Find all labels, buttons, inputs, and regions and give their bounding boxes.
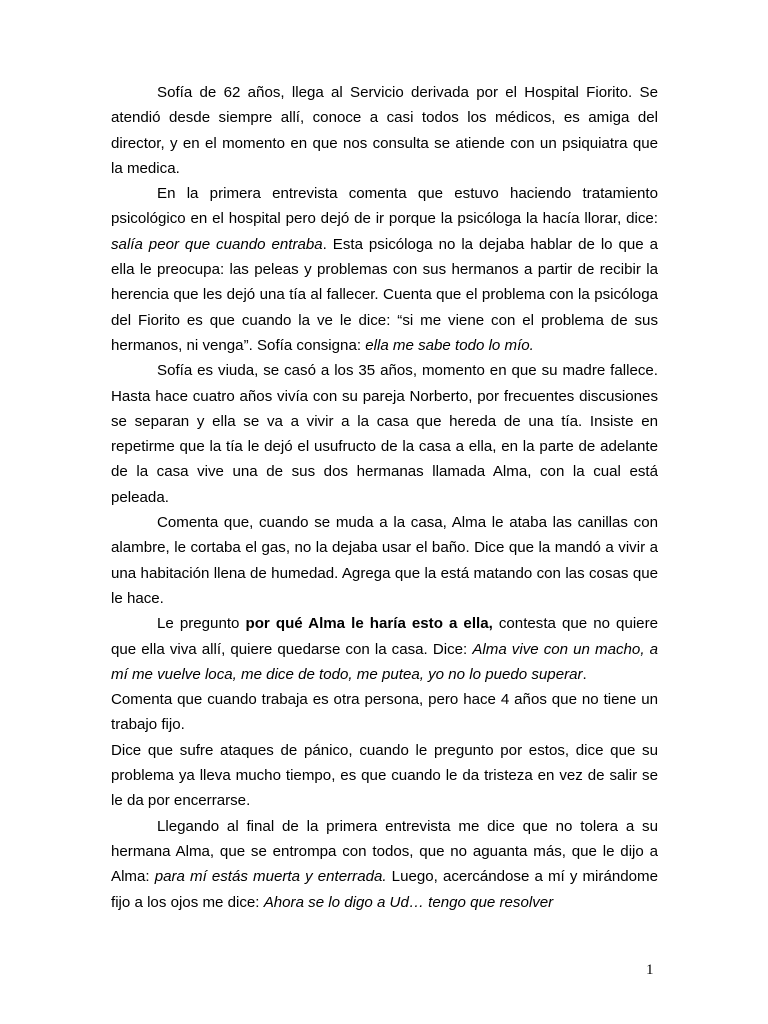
paragraph-text: En la primera entrevista comenta que estuvo haciendo tratamiento psicológico en el hospital pero dejó de ir porque la psicóloga la hacía llorar, dice: (111, 185, 658, 228)
paragraph-text: Le pregunto (157, 615, 246, 633)
paragraph (111, 687, 658, 738)
paragraph (111, 80, 658, 181)
paragraph-text: contesta que no quiere que ella viva allí, quiere quedarse con la casa. Dice: (111, 615, 659, 658)
quoted-italic-text: Alma vive con un macho, a mí me vuelve loca, me dice de todo, me putea, yo no lo puedo superar (111, 640, 659, 683)
quoted-italic-text: ella me sabe todo lo mío. (365, 336, 534, 354)
paragraph-text: Sofía de 62 años, llega al Servicio derivada por el Hospital Fiorito. Se atendió desde siempre allí, conoce a casi todos los médicos, es amiga del director, y en el momento en que nos consulta se atiende con un psiquiatra que la medica. (111, 84, 658, 177)
paragraph (111, 358, 658, 510)
paragraph (111, 814, 658, 915)
paragraph-text: . (582, 665, 587, 683)
paragraph-text: . Esta psicóloga no la dejaba hablar de lo que a ella le preocupa: las peleas y problemas con sus hermanos a partir de recibir la herencia que les dejó una tía al fallecer. Cuenta que el problema con la psicóloga del Fiorito es que cuando la ve le dice: “si me viene con el problema de sus hermanos, ni venga”. Sofía consigna: (111, 235, 658, 354)
paragraph (111, 181, 658, 358)
quoted-italic-text: Ahora se lo digo a Ud… tengo que resolver (263, 893, 554, 911)
quoted-italic-text: salía peor que cuando entraba (111, 235, 323, 253)
paragraph-text: Sofía es viuda, se casó a los 35 años, momento en que su madre fallece. Hasta hace cuatro años vivía con su pareja Norberto, por frecuentes discusiones se separan y ella se va a vivir a la casa que hereda de una tía. Insiste en repetirme que la tía le dejó el usufructo de la casa a ella, en la parte de adelante de la casa vive una de sus dos hermanas llamada Alma, con la cual está peleada. (111, 362, 658, 506)
document-body (111, 80, 658, 915)
paragraph-text: Llegando al final de la primera entrevista me dice que no tolera a su hermana Alma, que se entrompa con todos, que no aguanta más, que le dijo a Alma: (111, 817, 658, 886)
paragraph (111, 510, 658, 611)
paragraph-text: Dice que sufre ataques de pánico, cuando le pregunto por estos, dice que su problema ya lleva mucho tiempo, es que cuando le da tristeza en vez de salir se le da por encerrarse. (111, 741, 658, 810)
paragraph-text: Comenta que cuando trabaja es otra persona, pero hace 4 años que no tiene un trabajo fijo. (111, 691, 658, 734)
paragraph (111, 738, 658, 814)
paragraph-text: Luego, acercándose a mí y mirándome fijo a los ojos me dice: (111, 868, 658, 911)
page-number: 1 (646, 962, 654, 978)
quoted-italic-text: para mí estás muerta y enterrada. (154, 868, 387, 886)
paragraph-text: Comenta que, cuando se muda a la casa, Alma le ataba las canillas con alambre, le cortaba el gas, no la dejaba usar el baño. Dice que la mandó a vivir a una habitación llena de humedad. Agrega que la está matando con las cosas que le hace. (111, 514, 658, 607)
paragraph (111, 611, 658, 687)
bold-question-text: por qué Alma le haría esto a ella, (245, 615, 493, 633)
